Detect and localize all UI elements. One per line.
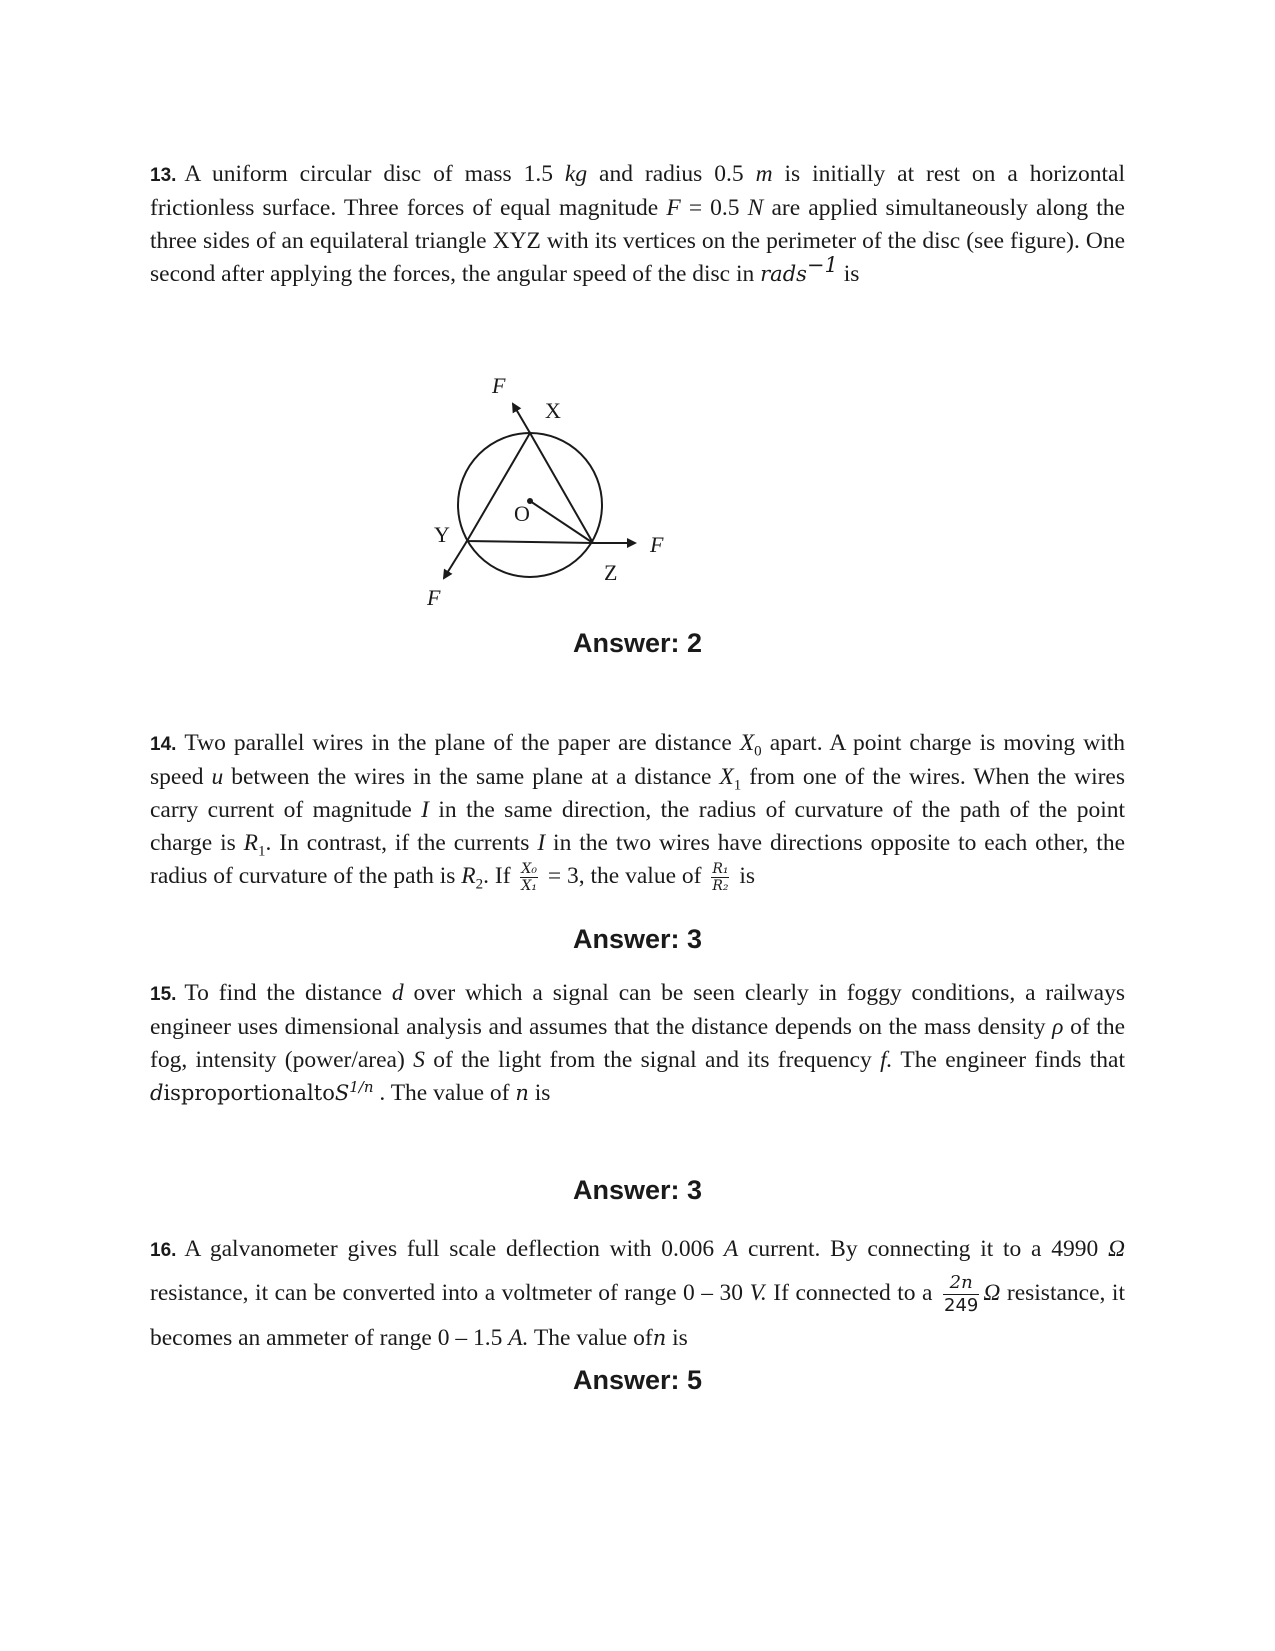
disc-circle (458, 433, 602, 577)
fraction-x0-x1: $\frac{\text{X₀}}{\text{X₁}}$ (521, 861, 538, 895)
unit-rads: rads (760, 262, 807, 286)
question-16: 16. A galvanometer gives full scale deflection with 0.006 A current. By connecting it to a 4990 Ω resistance, it can be converted into a voltmeter of range 0 – 30 V. If connected to a $\frac{2n}{249}$ Ω resistance, it becomes an ammeter of range 0 – 1.5 A. The value ofn is (150, 1236, 1125, 1352)
question-number: 16. (150, 1240, 177, 1261)
question-number: 15. (150, 984, 177, 1005)
triangle-xyz (467, 433, 593, 543)
label-y: Y (434, 522, 450, 547)
radius-line (530, 501, 593, 543)
proportional-expression: disproportionaltoS$^{1/n}$ (150, 1078, 374, 1105)
label-z: Z (604, 560, 618, 585)
question-13: 13. A uniform circular disc of mass 1.5 kg and radius 0.5 m is initially at rest on a horizontal frictionless surface. Three forces of equal magnitude F = 0.5 N are applied simultaneously along the three sides of an equilateral triangle XYZ with its vertices on the perimeter of the disc (see figure). One second after applying the forces, the angular speed of the disc in rads$^{-1}$ is (150, 161, 1125, 287)
question-14: 14. Two parallel wires in the plane of the paper are distance $X_0$ apart. A point charge is moving with speed u between the wires in the same plane at a distance $X_1$ from one of the wires. When the wires carry current of magnitude I in the same direction, the radius of curvature of the path of the point charge is $R_1$. In contrast, if the currents I in the two wires have directions opposite to each other, the radius of curvature of the path is $R_2$. If $\frac{\text{X₀}}{\text{X₁}}$ = 3, the value of $\frac{\text{R₁}}{\text{R₂}}$ is (150, 730, 1126, 895)
question-number: 13. (150, 165, 177, 186)
label-o: O (514, 501, 530, 526)
label-force-top: F (492, 375, 506, 398)
label-force-left: F (427, 585, 441, 610)
answer-14: Answer: 3 (572, 924, 703, 954)
answer-16: Answer: 5 (572, 1365, 703, 1395)
label-force-right: F (650, 532, 664, 557)
fraction-r1-r2: $\frac{\text{R₁}}{\text{R₂}}$ (712, 861, 729, 895)
answer-15: Answer: 3 (572, 1175, 703, 1205)
disc-triangle-figure (400, 375, 700, 615)
force-arrow-top (513, 404, 530, 433)
fraction-2n-249: $\frac{2n}{249}$ (944, 1272, 979, 1317)
answer-13: Answer: 2 (572, 628, 703, 658)
question-15: 15. To find the distance d over which a signal can be seen clearly in foggy conditions, a railways engineer uses dimensional analysis and assumes that the distance depends on the mass density ρ of the fog, intensity (power/area) S of the light from the signal and its frequency f. The engineer finds that disproportionaltoS$^{1/n}$ . The value of n is (150, 980, 1125, 1106)
question-number: 14. (150, 734, 177, 755)
label-x: X (545, 398, 561, 423)
